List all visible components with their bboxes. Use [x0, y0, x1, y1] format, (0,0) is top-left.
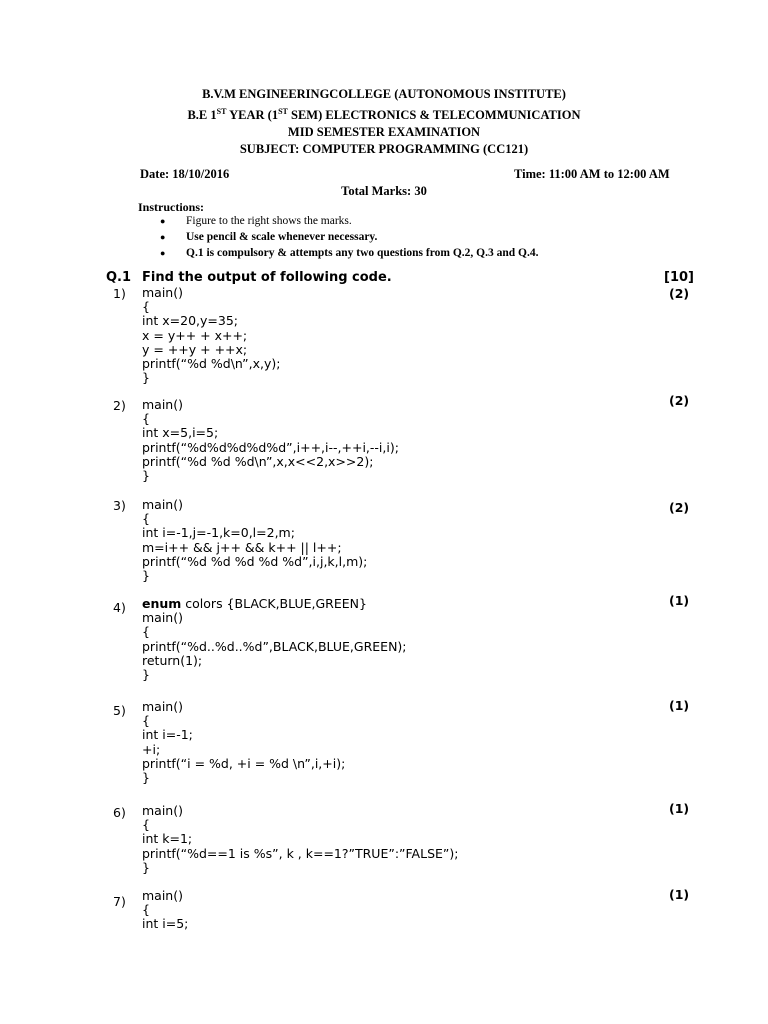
code-block [142, 597, 407, 682]
code-line: m=i++ && j++ && k++ || l++; [142, 539, 342, 555]
subquestion-number: 4) [113, 600, 126, 615]
subquestion-number: 5) [113, 703, 126, 718]
code-line: return(1); [142, 652, 203, 668]
subquestion-marks: (2) [669, 393, 690, 408]
code-line: +i; [142, 741, 161, 757]
instruction-item: ● Use pencil & scale whenever necessary. [160, 229, 538, 245]
code-line: { [142, 299, 150, 315]
code-block [142, 700, 345, 785]
exam-time: Time: 11:00 AM to 12:00 AM [514, 167, 670, 181]
course-line-sup: ST [278, 107, 288, 116]
code-line: printf(“%d %d %d %d %d”,i,j,k,l,m); [142, 553, 368, 569]
code-line: main() [142, 397, 183, 412]
instruction-item: ● Q.1 is compulsory & attempts any two questions from Q.2, Q.3 and Q.4. [160, 245, 538, 261]
subquestion-number: 1) [113, 286, 126, 301]
code-line: printf(“%d%d%d%d%d”,i++,i--,++i,--i,i); [142, 439, 399, 455]
code-line: main() [142, 803, 183, 818]
subquestion-marks: (1) [669, 801, 690, 816]
code-line: { [142, 713, 150, 729]
enum-keyword: enum [142, 596, 182, 611]
code-line: x = y++ + x++; [142, 327, 248, 343]
code-line: int i=-1,j=-1,k=0,l=2,m; [142, 525, 295, 541]
subquestion-number: 2) [113, 398, 126, 413]
course-line-part: YEAR (1 [226, 108, 279, 123]
course-line [0, 103, 768, 124]
code-line: main() [142, 699, 183, 714]
question-marks: [10] [664, 270, 694, 285]
code-line: { [142, 511, 150, 527]
code-block [142, 398, 399, 483]
code-line: printf(“%d..%d..%d”,BLACK,BLUE,GREEN); [142, 638, 407, 654]
code-block [142, 498, 367, 583]
code-line: } [142, 370, 150, 386]
subquestion-marks: (1) [669, 698, 690, 713]
code-line [142, 597, 407, 611]
code-line: int x=20,y=35; [142, 313, 239, 329]
code-block [142, 286, 280, 385]
instructions-list [160, 213, 538, 261]
code-line: } [142, 666, 150, 682]
college-name: B.V.M ENGINEERINGCOLLEGE (AUTONOMOUS INSTITUTE) [202, 87, 566, 101]
subquestion-marks: (2) [669, 286, 690, 301]
code-line: { [142, 817, 150, 833]
course-line-part: SEM) ELECTRONICS & TELECOMMUNICATION [287, 108, 581, 123]
code-line: printf(“%d %d\n”,x,y); [142, 355, 281, 371]
code-line: printf(“%d==1 is %s”, k , k==1?”TRUE”:”FALSE”); [142, 845, 459, 861]
code-line: int i=-1; [142, 727, 193, 743]
code-line: } [142, 567, 150, 583]
exam-date: Date: 18/10/2016 [140, 167, 230, 181]
code-line: { [142, 624, 150, 640]
subquestion-marks: (1) [669, 887, 690, 902]
code-block [142, 889, 188, 932]
code-line: } [142, 467, 150, 483]
subquestion-marks: (1) [669, 593, 690, 608]
code-text: colors {BLACK,BLUE,GREEN} [181, 596, 367, 611]
code-line: printf(“%d %d %d\n”,x,x<<2,x>>2); [142, 453, 374, 469]
total-marks: Total Marks: 30 [341, 184, 427, 198]
instructions-title: Instructions: [138, 200, 205, 214]
code-line: int k=1; [142, 831, 193, 847]
code-line: y = ++y + ++x; [142, 341, 248, 357]
code-line: int x=5,i=5; [142, 425, 219, 441]
code-line: } [142, 859, 150, 875]
code-line: { [142, 411, 150, 427]
code-line: printf(“i = %d, +i = %d \n”,i,+i); [142, 755, 346, 771]
subquestion-number: 6) [113, 805, 126, 820]
instruction-item: ● Figure to the right shows the marks. [160, 213, 538, 229]
code-line: { [142, 902, 150, 918]
subquestion-number: 3) [113, 498, 126, 513]
subject-line: SUBJECT: COMPUTER PROGRAMMING (CC121) [239, 142, 529, 157]
code-line: main() [142, 610, 183, 626]
question-title: Find the output of following code. [142, 270, 392, 285]
code-block [142, 804, 458, 875]
code-line: main() [142, 497, 183, 512]
course-line-sup: ST [216, 107, 227, 116]
course-line-part: B.E 1 [187, 108, 217, 123]
code-line: main() [142, 888, 183, 903]
exam-header [0, 86, 768, 158]
question-number: Q.1 [106, 270, 132, 285]
subquestion-number: 7) [113, 894, 126, 909]
exam-type: MID SEMESTER EXAMINATION [287, 125, 481, 140]
code-line: } [142, 769, 150, 785]
code-line: int i=5; [142, 916, 189, 932]
subquestion-marks: (2) [669, 500, 690, 515]
code-line: main() [142, 285, 183, 300]
